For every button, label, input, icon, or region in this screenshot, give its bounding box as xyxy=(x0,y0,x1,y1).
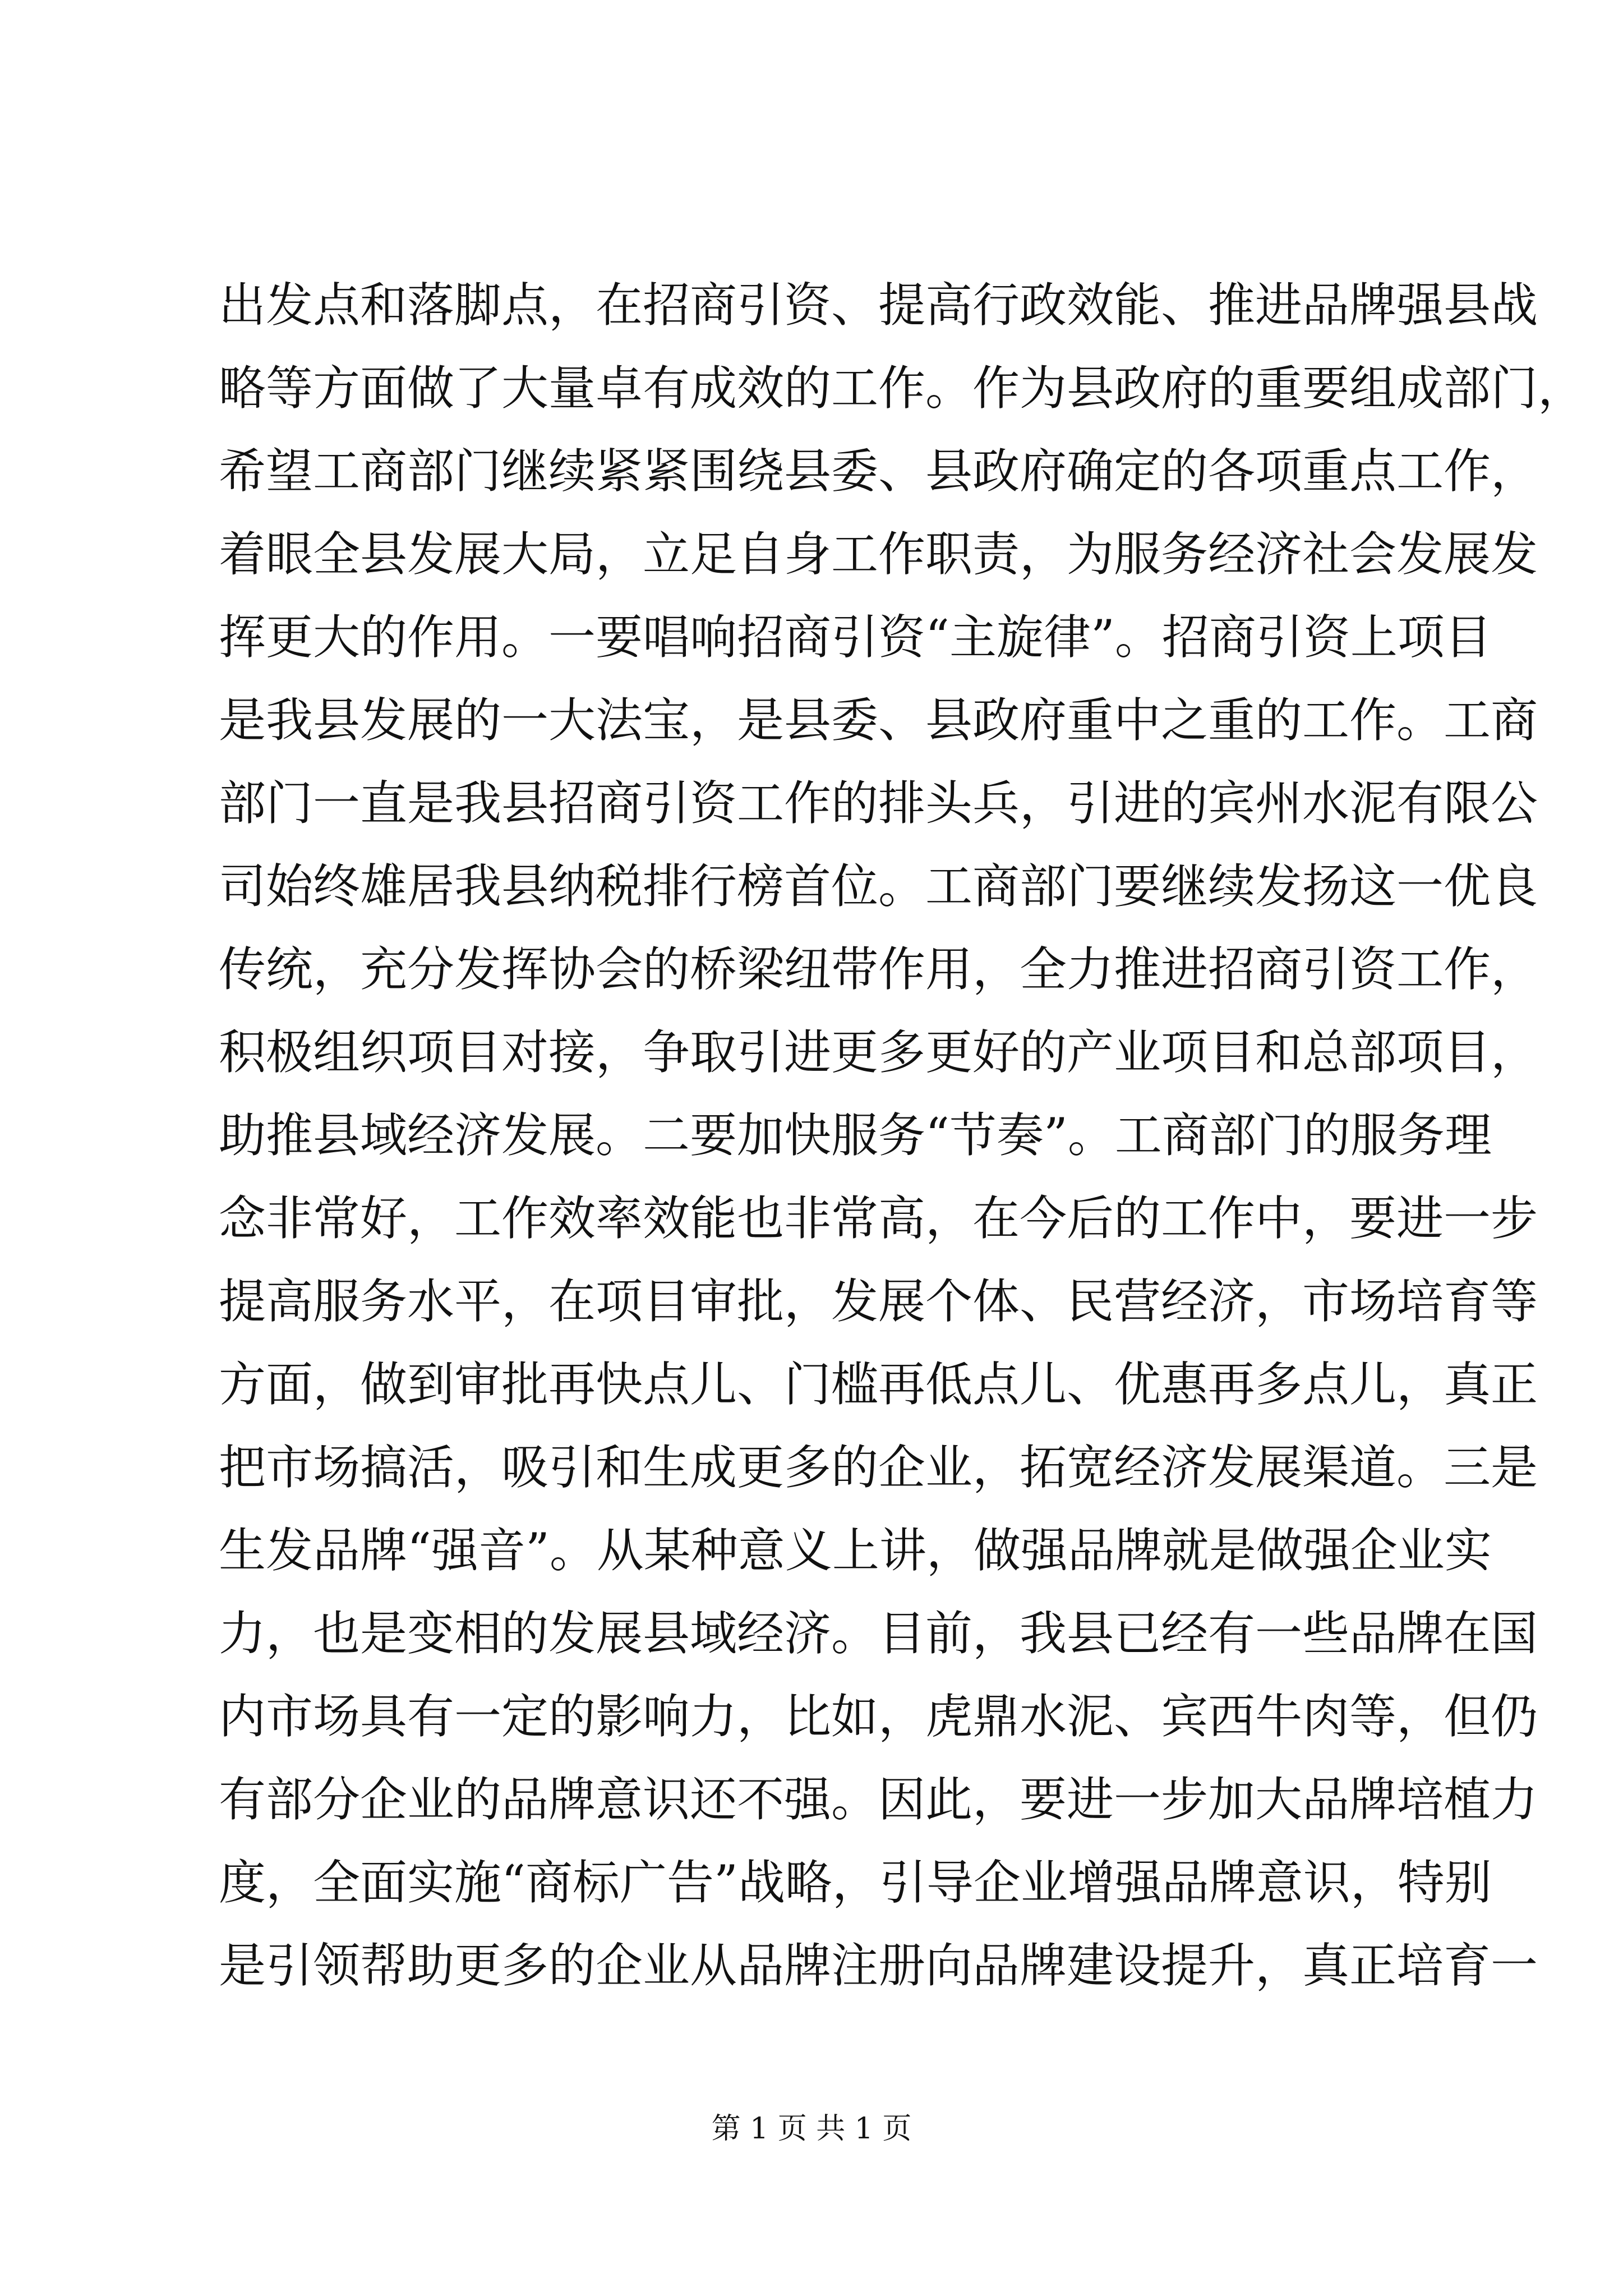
text-line: 部门一直是我县招商引资工作的排头兵，引进的宾州水泥有限公 xyxy=(219,776,1538,831)
text-line: 有部分企业的品牌意识还不强。因此，要进一步加大品牌培植力 xyxy=(219,1772,1538,1827)
text-line: 出发点和落脚点，在招商引资、提高行政效能、推进品牌强县战 xyxy=(219,278,1538,333)
text-line: 传统，充分发挥协会的桥梁纽带作用，全力推进招商引资工作， xyxy=(219,942,1538,997)
text-line: 助推县域经济发展。二要加快服务“节奏”。工商部门的服务理 xyxy=(219,1108,1492,1163)
text-line: 是引领帮助更多的企业从品牌注册向品牌建设提升，真正培育一 xyxy=(219,1938,1538,1993)
text-line: 度，全面实施“商标广告”战略，引导企业增强品牌意识，特别 xyxy=(219,1855,1492,1910)
page-footer xyxy=(0,2109,1623,2148)
text-line: 力，也是变相的发展县域经济。目前，我县已经有一些品牌在国 xyxy=(219,1606,1538,1661)
body-text xyxy=(219,264,1585,2007)
text-line: 司始终雄居我县纳税排行榜首位。工商部门要继续发扬这一优良 xyxy=(219,859,1538,914)
text-line: 内市场具有一定的影响力，比如，虎鼎水泥、宾西牛肉等，但仍 xyxy=(219,1689,1538,1744)
page-number-label: 第 1 页 共 1 页 xyxy=(711,2112,912,2146)
text-line: 挥更大的作用。一要唱响招商引资“主旋律”。招商引资上项目 xyxy=(219,610,1492,665)
text-line: 积极组织项目对接，争取引进更多更好的产业项目和总部项目， xyxy=(219,1025,1538,1080)
text-line: 提高服务水平，在项目审批，发展个体、民营经济，市场培育等 xyxy=(219,1274,1538,1329)
text-line: 把市场搞活，吸引和生成更多的企业，拓宽经济发展渠道。三是 xyxy=(219,1440,1538,1495)
text-line: 着眼全县发展大局，立足自身工作职责，为服务经济社会发展发 xyxy=(219,527,1538,582)
text-line: 希望工商部门继续紧紧围绕县委、县政府确定的各项重点工作， xyxy=(219,444,1538,499)
text-line: 生发品牌“强音”。从某种意义上讲，做强品牌就是做强企业实 xyxy=(219,1523,1492,1578)
text-line: 方面，做到审批再快点儿、门槛再低点儿、优惠再多点儿，真正 xyxy=(219,1357,1538,1412)
text-line: 略等方面做了大量卓有成效的工作。作为县政府的重要组成部门， xyxy=(219,361,1585,416)
text-line: 念非常好，工作效率效能也非常高，在今后的工作中，要进一步 xyxy=(219,1191,1538,1246)
text-line: 是我县发展的一大法宝，是县委、县政府重中之重的工作。工商 xyxy=(219,693,1538,748)
